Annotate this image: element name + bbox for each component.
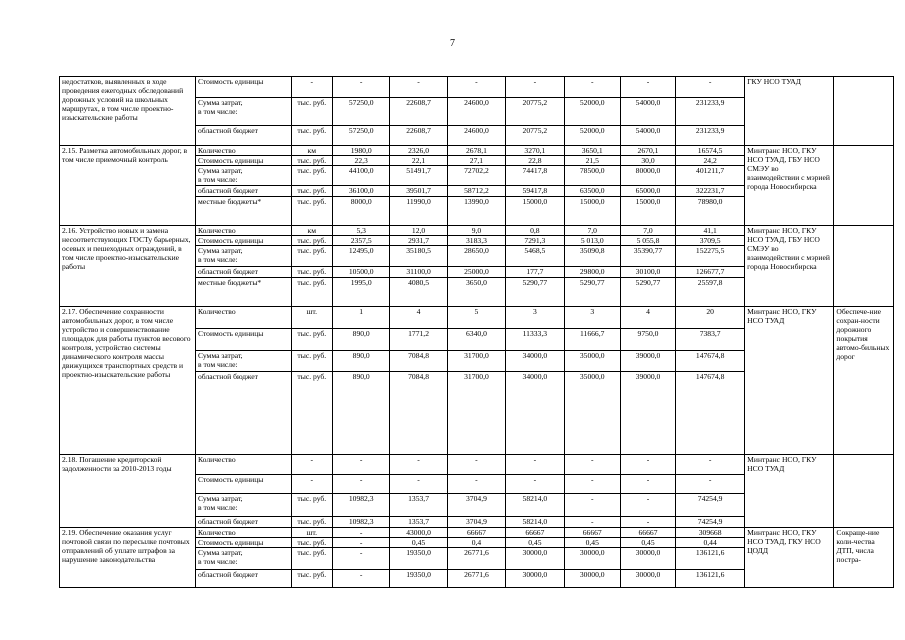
value-cell: 43000,0 xyxy=(390,528,447,538)
value-cell: - xyxy=(564,494,620,517)
value-cell: - xyxy=(390,455,447,475)
value-cell: 0,45 xyxy=(564,538,620,548)
value-cell: 30000,0 xyxy=(564,570,620,588)
value-cell: - xyxy=(506,455,564,475)
value-cell: 30000,0 xyxy=(620,548,675,570)
value-cell: - xyxy=(564,455,620,475)
value-cell: 1995,0 xyxy=(333,278,390,307)
value-cell: 890,0 xyxy=(333,329,390,351)
value-cell: 10500,0 xyxy=(333,267,390,278)
value-cell: 147674,8 xyxy=(676,351,745,372)
unit-cell: тыс. руб. xyxy=(291,126,332,146)
value-cell: 7,0 xyxy=(620,226,675,236)
value-cell: 59417,8 xyxy=(506,186,564,197)
value-cell: 2357,5 xyxy=(333,236,390,246)
value-cell: 15000,0 xyxy=(564,197,620,226)
value-cell: 19350,0 xyxy=(390,570,447,588)
table-row xyxy=(60,455,894,475)
value-cell: 66667 xyxy=(447,528,505,538)
value-cell: - xyxy=(333,570,390,588)
value-cell: 5 055,8 xyxy=(620,236,675,246)
indicator-cell: Сумма затрат, в том числе: xyxy=(195,548,291,570)
value-cell: 22,1 xyxy=(390,156,447,166)
value-cell: 1771,2 xyxy=(390,329,447,351)
value-cell: 126677,7 xyxy=(676,267,745,278)
unit-cell: тыс. руб. xyxy=(291,166,332,186)
value-cell: 24600,0 xyxy=(447,126,505,146)
value-cell: 22,3 xyxy=(333,156,390,166)
value-cell: 5 013,0 xyxy=(564,236,620,246)
value-cell: 31100,0 xyxy=(390,267,447,278)
expected-result-cell xyxy=(834,226,894,307)
activity-title-cell: 2.17. Обеспечение сохранности автомобильных дорог, в том числе устройство и совершенствование площадок для работы пунктов весового контроля, устройство системы динамического контроля массы движущихся транспортных средств и проектно-изыскательские работы xyxy=(60,307,196,455)
value-cell: 30000,0 xyxy=(620,570,675,588)
value-cell: 0,45 xyxy=(506,538,564,548)
value-cell: 35000,0 xyxy=(564,351,620,372)
unit-cell: - xyxy=(291,475,332,494)
indicator-cell: Сумма затрат, в том числе: xyxy=(195,98,291,126)
value-cell: 6340,0 xyxy=(447,329,505,351)
value-cell: 29800,0 xyxy=(564,267,620,278)
value-cell: 3 xyxy=(506,307,564,329)
value-cell: 31700,0 xyxy=(447,372,505,455)
value-cell: 7084,8 xyxy=(390,351,447,372)
value-cell: 58214,0 xyxy=(506,517,564,528)
value-cell: 12,0 xyxy=(390,226,447,236)
expected-result-cell xyxy=(834,77,894,146)
indicator-cell: Стоимость единицы xyxy=(195,236,291,246)
value-cell: 74417,8 xyxy=(506,166,564,186)
value-cell: 63500,0 xyxy=(564,186,620,197)
value-cell: 35090,8 xyxy=(564,246,620,267)
value-cell: 74254,9 xyxy=(676,494,745,517)
indicator-cell: Стоимость единицы xyxy=(195,475,291,494)
value-cell: 4 xyxy=(390,307,447,329)
value-cell: 4 xyxy=(620,307,675,329)
value-cell: 3704,9 xyxy=(447,517,505,528)
value-cell: 5,3 xyxy=(333,226,390,236)
indicator-cell: Стоимость единицы xyxy=(195,329,291,351)
value-cell: 72702,2 xyxy=(447,166,505,186)
value-cell: 27,1 xyxy=(447,156,505,166)
value-cell: - xyxy=(447,475,505,494)
value-cell: 74254,9 xyxy=(676,517,745,528)
value-cell: - xyxy=(333,475,390,494)
value-cell: 5290,77 xyxy=(620,278,675,307)
value-cell: 401211,7 xyxy=(676,166,745,186)
indicator-cell: областной бюджет xyxy=(195,570,291,588)
value-cell: 25000,0 xyxy=(447,267,505,278)
value-cell: 15000,0 xyxy=(620,197,675,226)
executor-cell: Минтранс НСО, ГКУ НСО ТУАД xyxy=(745,455,834,528)
executor-cell: Минтранс НСО, ГКУ НСО ТУАД, ГБУ НСО СМЭУ во взаимодействии с мэрией города Новосибирска xyxy=(745,226,834,307)
value-cell: 1980,0 xyxy=(333,146,390,156)
unit-cell: тыс. руб. xyxy=(291,372,332,455)
value-cell: 177,7 xyxy=(506,267,564,278)
value-cell: 20775,2 xyxy=(506,98,564,126)
value-cell: 78980,0 xyxy=(676,197,745,226)
value-cell: 231233,9 xyxy=(676,98,745,126)
value-cell: 0,44 xyxy=(676,538,745,548)
executor-cell: Минтранс НСО, ГКУ НСО ТУАД, ГКУ НСО ЦОДД xyxy=(745,528,834,588)
value-cell: 54000,0 xyxy=(620,98,675,126)
table-row xyxy=(60,226,894,236)
value-cell: 19350,0 xyxy=(390,548,447,570)
indicator-cell: Сумма затрат, в том числе: xyxy=(195,494,291,517)
value-cell: 26771,6 xyxy=(447,548,505,570)
value-cell: 20775,2 xyxy=(506,126,564,146)
value-cell: - xyxy=(333,77,390,98)
indicator-cell: Сумма затрат, в том числе: xyxy=(195,166,291,186)
value-cell: - xyxy=(620,517,675,528)
unit-cell: тыс. руб. xyxy=(291,267,332,278)
activity-title-cell: 2.15. Разметка автомобильных дорог, в том числе приемочный контроль xyxy=(60,146,196,226)
value-cell: - xyxy=(676,455,745,475)
unit-cell: тыс. руб. xyxy=(291,186,332,197)
table-row xyxy=(60,528,894,538)
value-cell: 10982,3 xyxy=(333,494,390,517)
unit-cell: тыс. руб. xyxy=(291,548,332,570)
value-cell: 4080,5 xyxy=(390,278,447,307)
value-cell: 136121,6 xyxy=(676,570,745,588)
value-cell: - xyxy=(564,517,620,528)
activity-title-cell: 2.18. Погашение кредиторской задолженности за 2010-2013 годы xyxy=(60,455,196,528)
table-row xyxy=(60,307,894,329)
executor-cell: Минтранс НСО, ГКУ НСО ТУАД, ГБУ НСО СМЭУ во взаимодействии с мэрией города Новосибирска xyxy=(745,146,834,226)
value-cell: 30,0 xyxy=(620,156,675,166)
value-cell: 5468,5 xyxy=(506,246,564,267)
value-cell: 3650,1 xyxy=(564,146,620,156)
value-cell: 3704,9 xyxy=(447,494,505,517)
value-cell: 12495,0 xyxy=(333,246,390,267)
indicator-cell: Количество xyxy=(195,528,291,538)
value-cell: 34000,0 xyxy=(506,351,564,372)
value-cell: 54000,0 xyxy=(620,126,675,146)
value-cell: 22608,7 xyxy=(390,98,447,126)
unit-cell: тыс. руб. xyxy=(291,494,332,517)
unit-cell: км xyxy=(291,146,332,156)
value-cell: 35000,0 xyxy=(564,372,620,455)
value-cell: 9,0 xyxy=(447,226,505,236)
value-cell: - xyxy=(676,77,745,98)
value-cell: 30000,0 xyxy=(506,570,564,588)
value-cell: 39501,7 xyxy=(390,186,447,197)
activity-title-cell: недостатков, выявленных в ходе проведения ежегодных обследований дорожных условий на школьных маршрутах, в том числе проектно-изыскательские работы xyxy=(60,77,196,146)
expected-result-cell xyxy=(834,455,894,528)
indicator-cell: областной бюджет xyxy=(195,372,291,455)
value-cell: 147674,8 xyxy=(676,372,745,455)
value-cell: 0,8 xyxy=(506,226,564,236)
executor-cell: Минтранс НСО, ГКУ НСО ТУАД xyxy=(745,307,834,455)
value-cell: 52000,0 xyxy=(564,98,620,126)
value-cell: 41,1 xyxy=(676,226,745,236)
unit-cell: тыс. руб. xyxy=(291,517,332,528)
unit-cell: шт. xyxy=(291,307,332,329)
value-cell: - xyxy=(676,475,745,494)
unit-cell: шт. xyxy=(291,528,332,538)
value-cell: 11990,0 xyxy=(390,197,447,226)
value-cell: 0,45 xyxy=(620,538,675,548)
value-cell: 66667 xyxy=(620,528,675,538)
value-cell: 21,5 xyxy=(564,156,620,166)
value-cell: 35180,5 xyxy=(390,246,447,267)
activity-title-cell: 2.19. Обеспечение оказания услуг почтовой связи по пересылке почтовых отправлений об уплате штрафов за нарушение законодательства xyxy=(60,528,196,588)
value-cell: 44100,0 xyxy=(333,166,390,186)
value-cell: - xyxy=(333,528,390,538)
value-cell: 5 xyxy=(447,307,505,329)
expected-result-cell xyxy=(834,146,894,226)
unit-cell: тыс. руб. xyxy=(291,538,332,548)
value-cell: 322231,7 xyxy=(676,186,745,197)
value-cell: 66667 xyxy=(564,528,620,538)
value-cell: 26771,6 xyxy=(447,570,505,588)
value-cell: 16574,5 xyxy=(676,146,745,156)
page-number: 7 xyxy=(450,38,455,49)
value-cell: 136121,6 xyxy=(676,548,745,570)
value-cell: 2931,7 xyxy=(390,236,447,246)
value-cell: 3183,3 xyxy=(447,236,505,246)
value-cell: 36100,0 xyxy=(333,186,390,197)
indicator-cell: Количество xyxy=(195,307,291,329)
unit-cell: тыс. руб. xyxy=(291,329,332,351)
indicator-cell: областной бюджет xyxy=(195,186,291,197)
value-cell: 231233,9 xyxy=(676,126,745,146)
value-cell: 30000,0 xyxy=(564,548,620,570)
value-cell: - xyxy=(620,475,675,494)
value-cell: - xyxy=(333,548,390,570)
value-cell: 30000,0 xyxy=(506,548,564,570)
value-cell: 35390,77 xyxy=(620,246,675,267)
value-cell: 52000,0 xyxy=(564,126,620,146)
value-cell: - xyxy=(390,475,447,494)
unit-cell: тыс. руб. xyxy=(291,197,332,226)
value-cell: 13990,0 xyxy=(447,197,505,226)
unit-cell: тыс. руб. xyxy=(291,351,332,372)
unit-cell: тыс. руб. xyxy=(291,236,332,246)
value-cell: 58712,2 xyxy=(447,186,505,197)
value-cell: 3650,0 xyxy=(447,278,505,307)
value-cell: - xyxy=(620,494,675,517)
unit-cell: - xyxy=(291,455,332,475)
value-cell: 2678,1 xyxy=(447,146,505,156)
value-cell: - xyxy=(447,455,505,475)
value-cell: 3709,5 xyxy=(676,236,745,246)
value-cell: 1353,7 xyxy=(390,517,447,528)
indicator-cell: местные бюджеты* xyxy=(195,278,291,307)
unit-cell: км xyxy=(291,226,332,236)
indicator-cell: Стоимость единицы xyxy=(195,538,291,548)
value-cell: - xyxy=(620,455,675,475)
value-cell: 11333,3 xyxy=(506,329,564,351)
value-cell: 24600,0 xyxy=(447,98,505,126)
activity-title-cell: 2.16. Устройство новых и замена несоответствующих ГОСТу барьерных, осевых и пешеходных ограждений, в том числе проектно-изыскательские работы xyxy=(60,226,196,307)
value-cell: 890,0 xyxy=(333,372,390,455)
value-cell: - xyxy=(333,538,390,548)
value-cell: 11666,7 xyxy=(564,329,620,351)
value-cell: 7291,3 xyxy=(506,236,564,246)
value-cell: 309668 xyxy=(676,528,745,538)
unit-cell: тыс. руб. xyxy=(291,98,332,126)
value-cell: 31700,0 xyxy=(447,351,505,372)
value-cell: 20 xyxy=(676,307,745,329)
unit-cell: тыс. руб. xyxy=(291,156,332,166)
value-cell: 5290,77 xyxy=(506,278,564,307)
value-cell: 78500,0 xyxy=(564,166,620,186)
value-cell: 1 xyxy=(333,307,390,329)
indicator-cell: Сумма затрат, в том числе: xyxy=(195,246,291,267)
value-cell: 39000,0 xyxy=(620,351,675,372)
value-cell: 28650,0 xyxy=(447,246,505,267)
value-cell: 0,45 xyxy=(390,538,447,548)
value-cell: 25597,8 xyxy=(676,278,745,307)
value-cell: - xyxy=(390,77,447,98)
value-cell: - xyxy=(506,475,564,494)
indicator-cell: местные бюджеты* xyxy=(195,197,291,226)
value-cell: 0,4 xyxy=(447,538,505,548)
value-cell: - xyxy=(564,77,620,98)
value-cell: 7,0 xyxy=(564,226,620,236)
indicator-cell: Стоимость единицы xyxy=(195,77,291,98)
value-cell: 152275,5 xyxy=(676,246,745,267)
value-cell: 7084,8 xyxy=(390,372,447,455)
value-cell: 15000,0 xyxy=(506,197,564,226)
value-cell: - xyxy=(506,77,564,98)
value-cell: 3 xyxy=(564,307,620,329)
value-cell: 30100,0 xyxy=(620,267,675,278)
value-cell: 7383,7 xyxy=(676,329,745,351)
unit-cell: тыс. руб. xyxy=(291,278,332,307)
indicator-cell: областной бюджет xyxy=(195,126,291,146)
indicator-cell: областной бюджет xyxy=(195,517,291,528)
value-cell: 66667 xyxy=(506,528,564,538)
executor-cell: ГКУ НСО ТУАД xyxy=(745,77,834,146)
value-cell: 9750,0 xyxy=(620,329,675,351)
value-cell: 2326,0 xyxy=(390,146,447,156)
value-cell: 1353,7 xyxy=(390,494,447,517)
value-cell: 57250,0 xyxy=(333,126,390,146)
indicator-cell: Количество xyxy=(195,146,291,156)
indicator-cell: Количество xyxy=(195,455,291,475)
value-cell: 80000,0 xyxy=(620,166,675,186)
indicator-cell: Количество xyxy=(195,226,291,236)
value-cell: 2670,1 xyxy=(620,146,675,156)
indicator-cell: Стоимость единицы xyxy=(195,156,291,166)
value-cell: 24,2 xyxy=(676,156,745,166)
value-cell: 10982,3 xyxy=(333,517,390,528)
value-cell: 22608,7 xyxy=(390,126,447,146)
value-cell: - xyxy=(447,77,505,98)
value-cell: 57250,0 xyxy=(333,98,390,126)
value-cell: 34000,0 xyxy=(506,372,564,455)
unit-cell: тыс. руб. xyxy=(291,246,332,267)
value-cell: - xyxy=(333,455,390,475)
indicator-cell: областной бюджет xyxy=(195,267,291,278)
unit-cell: тыс. руб. xyxy=(291,570,332,588)
value-cell: 39000,0 xyxy=(620,372,675,455)
value-cell: 3270,1 xyxy=(506,146,564,156)
value-cell: 58214,0 xyxy=(506,494,564,517)
value-cell: - xyxy=(564,475,620,494)
value-cell: 8000,0 xyxy=(333,197,390,226)
value-cell: 51491,7 xyxy=(390,166,447,186)
program-budget-table xyxy=(59,76,894,588)
table-row xyxy=(60,146,894,156)
indicator-cell: Сумма затрат, в том числе: xyxy=(195,351,291,372)
value-cell: 22,8 xyxy=(506,156,564,166)
unit-cell: - xyxy=(291,77,332,98)
value-cell: 65000,0 xyxy=(620,186,675,197)
value-cell: 5290,77 xyxy=(564,278,620,307)
table-row xyxy=(60,77,894,98)
expected-result-cell: Сокраще-ние коли-чества ДТП, числа постра- xyxy=(834,528,894,588)
value-cell: - xyxy=(620,77,675,98)
value-cell: 890,0 xyxy=(333,351,390,372)
expected-result-cell: Обеспече-ние сохран-ности дорожного покрытия автомо-бильных дорог xyxy=(834,307,894,455)
table-body xyxy=(60,77,894,588)
